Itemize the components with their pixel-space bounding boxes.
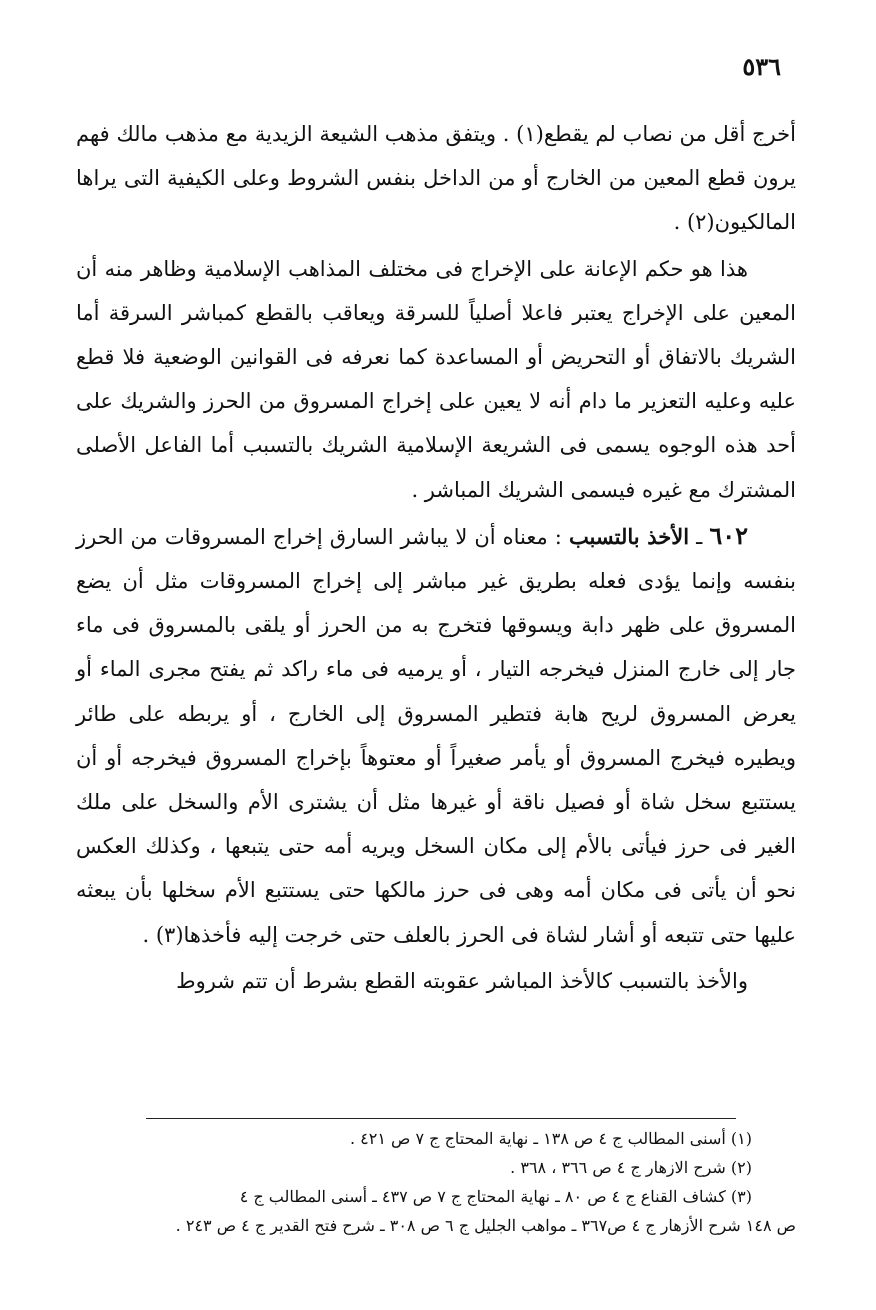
paragraph-3: ٦٠٢ ـ الأخذ بالتسبب : معناه أن لا يباشر السارق إخراج المسروقات من الحرز بنفسه وإنما يؤدى فعله بطريق غير مباشر إلى إخراج المسروقات مثل أن يضع المسروق على ظهر دابة ويسوقها فتخرج به من الحرز أو يلقى بالمسروق فى ماء جار إلى خارج المنزل فيخرجه التيار ، أو يرميه فى ماء راكد ثم يفتح مجرى الماء أو يعرض المسروق لريح هابة فتطير المسروق إلى الخارج ، أو يربطه على طائر ويطيره فيخرج المسروق أو يأمر صغيراً أو معتوهاً بإخراج المسروق فيخرجه أو أن يستتبع سخل شاة أو فصيل ناقة أو غيرها مثل أن يشترى الأم والسخل على ملك الغير فى حرز فيأتى بالأم إلى مكان السخل ويريه أمه حتى يتبعها ، وكذلك العكس نحو أن يأتى فى مكان أمه وهى فى حرز مالكها حتى يستتبع الأم سخلها بأن يبعثه عليها حتى تتبعه أو أشار لشاة فى الحرز بالعلف حتى خرجت إليه فأخذها(٣) . <box>76 520 796 947</box>
paragraph-4: والأخذ بالتسبب كالأخذ المباشر عقوبته القطع بشرط أن تتم شروط <box>176 968 748 993</box>
footnote-1: (١) أسنى المطالب ج ٤ ص ١٣٨ ـ نهاية المحتاج ج ٧ ص ٤٢١ . <box>350 1129 752 1148</box>
paragraph-1: أخرج أقل من نصاب لم يقطع(١) . ويتفق مذهب الشيعة الزيدية مع مذهب مالك فهم يرون قطع المعين من الخارج أو من الداخل بنفس الشروط وعلى الكيفية التى يراها المالكيون(٢) . <box>76 122 796 235</box>
page-number: ٥٣٦ <box>742 52 781 81</box>
paragraph-2: هذا هو حكم الإعانة على الإخراج فى مختلف المذاهب الإسلامية وظاهر منه أن المعين على الإخراج يعتبر فاعلا أصلياً للسرقة ويعاقب بالقطع كمباشر السرقة أما الشريك بالاتفاق أو التحريض أو المساعدة كما نعرفه فى القوانين الوضعية فلا قطع عليه وعليه التعزير ما دام أنه لا يعين على إخراج المسروق من الحرز والشريك على أحد هذه الوجوه يسمى فى الشريعة الإسلامية الشريك بالتسبب أما الفاعل الأصلى المشترك مع غيره فيسمى الشريك المباشر . <box>76 256 796 502</box>
section-body: : معناه أن لا يباشر السارق إخراج المسروقات من الحرز بنفسه وإنما يؤدى فعله بطريق غير مباشر إلى إخراج المسروقات مثل أن يضع المسروق على ظهر دابة ويسوقها فتخرج به من الحرز أو يلقى بالمسروق فى ماء جار إلى خارج المنزل فيخرجه التيار ، أو يرميه فى ماء راكد ثم يفتح مجرى الماء أو يعرض المسروق لريح هابة فتطير المسروق إلى الخارج ، أو يربطه على طائر ويطيره فيخرج المسروق أو يأمر صغيراً أو معتوهاً بإخراج المسروق فيخرجه أو أن يستتبع سخل شاة أو فصيل ناقة أو غيرها مثل أن يشترى الأم والسخل على ملك الغير فى حرز فيأتى بالأم إلى مكان السخل ويريه أمه حتى يتبعها ، وكذلك العكس نحو أن يأتى فى مكان أمه وهى فى حرز مالكها حتى يستتبع الأم سخلها بأن يبعثه عليها حتى تتبعه أو أشار لشاة فى الحرز بالعلف حتى خرجت إليه فأخذها(٣) . <box>76 524 796 947</box>
footnote-2: (٢) شرح الازهار ج ٤ ص ٣٦٦ ، ٣٦٨ . <box>510 1158 752 1177</box>
main-text <box>76 112 796 1003</box>
section-title: الأخذ بالتسبب <box>568 523 690 549</box>
footnotes <box>76 1124 796 1240</box>
footnote-3: (٣) كشاف القناع ج ٤ ص ٨٠ ـ نهاية المحتاج ج ٧ ص ٤٣٧ ـ أسنى المطالب ج ٤ <box>239 1187 752 1206</box>
footnote-3-continued: ص ١٤٨ شرح الأزهار ج ٤ ص٣٦٧ ـ مواهب الجليل ج ٦ ص ٣٠٨ ـ شرح فتح القدير ج ٤ ص ٢٤٣ . <box>175 1216 796 1235</box>
footnote-divider <box>146 1118 736 1119</box>
section-number: ٦٠٢ <box>709 520 748 550</box>
